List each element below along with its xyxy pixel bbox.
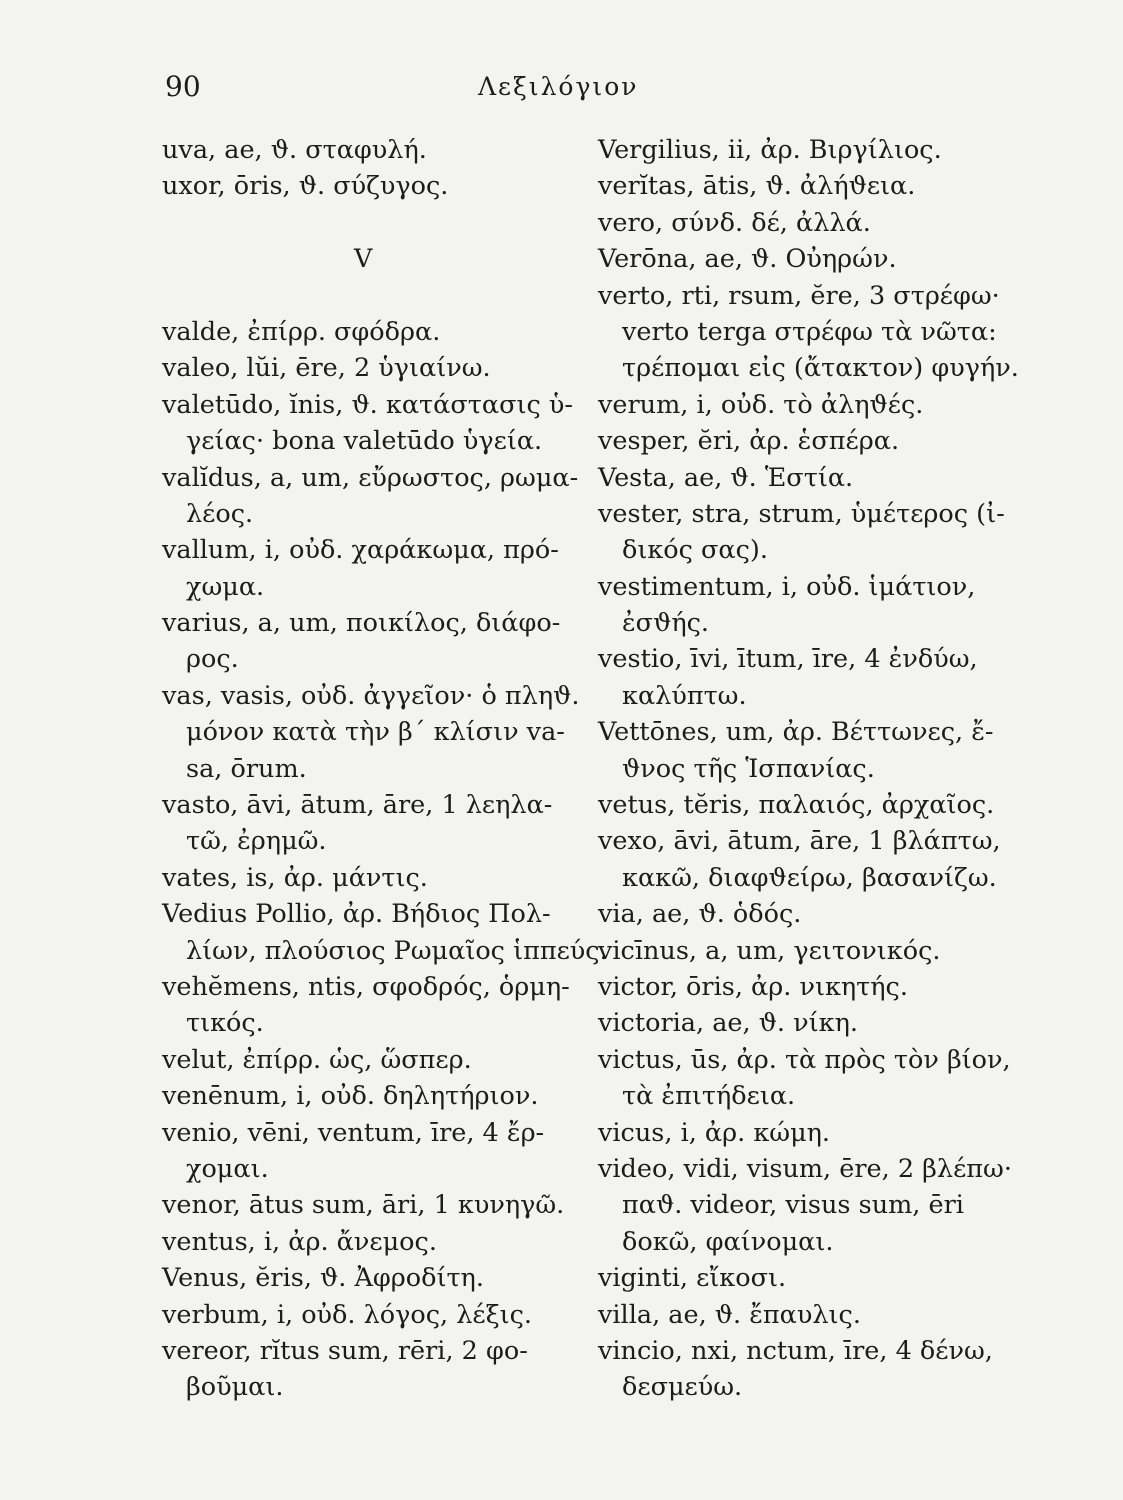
dictionary-entry: Vedius Pollio, ἀρ. Βήδιος Πολ- xyxy=(162,899,551,930)
entry-continuation: μόνον κατὰ τὴν β΄ κλίσιν va- xyxy=(186,717,565,748)
dictionary-entry: uxor, ōris, ϑ. σύζυγος. xyxy=(162,171,449,202)
entry-continuation: χωμα. xyxy=(186,571,265,602)
dictionary-entry: valĭdus, a, um, εὔρωστος, ρωμα- xyxy=(162,462,579,493)
entry-continuation: δικός σας). xyxy=(622,535,768,566)
entry-continuation: ἐσϑής. xyxy=(622,608,709,639)
entry-continuation: βοῦμαι. xyxy=(186,1372,284,1403)
dictionary-entry: villa, ae, ϑ. ἔπαυλις. xyxy=(598,1299,861,1330)
dictionary-entry: victoria, ae, ϑ. νίκη. xyxy=(598,1008,858,1039)
dictionary-entry: vasto, āvi, ātum, āre, 1 λεηλα- xyxy=(162,790,553,821)
dictionary-entry: verbum, i, οὐδ. λόγος, λέξις. xyxy=(162,1299,533,1330)
dictionary-entry: valeo, lŭi, ēre, 2 ὑγιαίνω. xyxy=(162,353,491,384)
spacer xyxy=(162,278,582,314)
dictionary-entry: vetus, tĕris, παλαιός, ἀρχαῖος. xyxy=(598,790,995,821)
dictionary-entry: vester, stra, strum, ὑμέτερος (ἰ- xyxy=(598,498,1005,529)
dictionary-entry: via, ae, ϑ. ὁδός. xyxy=(598,899,802,930)
entry-continuation: δοκῶ, φαίνομαι. xyxy=(622,1226,834,1257)
dictionary-entry: vicus, i, ἀρ. κώμη. xyxy=(598,1117,831,1148)
dictionary-entry: victor, ōris, ἀρ. νικητής. xyxy=(598,971,908,1002)
dictionary-entry: verĭtas, ātis, ϑ. ἀλήϑεια. xyxy=(598,171,916,202)
spacer xyxy=(162,205,582,241)
dictionary-entry: vallum, i, οὐδ. χαράκωμα, πρό- xyxy=(162,535,559,566)
dictionary-entry: viginti, εἴκοσι. xyxy=(598,1263,787,1294)
dictionary-entry: vesper, ĕri, ἀρ. ἑσπέρα. xyxy=(598,426,900,457)
dictionary-entry: Vesta, ae, ϑ. Ἑστία. xyxy=(598,462,854,493)
dictionary-entry: Venus, ĕris, ϑ. Ἀφροδίτη. xyxy=(162,1263,484,1294)
dictionary-entry: venēnum, i, οὐδ. δηλητήριον. xyxy=(162,1081,539,1112)
dictionary-entry: vincio, nxi, nctum, īre, 4 δένω, xyxy=(598,1335,993,1366)
dictionary-entry: Verōna, ae, ϑ. Οὐηρών. xyxy=(598,244,897,275)
dictionary-entry: valetūdo, ĭnis, ϑ. κατάστασις ὑ- xyxy=(162,389,574,420)
dictionary-entry: uva, ae, ϑ. σταφυλή. xyxy=(162,135,427,165)
dictionary-entry: venor, ātus sum, āri, 1 κυνηγῶ. xyxy=(162,1190,565,1221)
entry-continuation: γείας· bona valetūdo ὑγεία. xyxy=(186,426,543,457)
dictionary-entry: verto, rti, rsum, ĕre, 3 στρέφω· xyxy=(598,280,1000,311)
dictionary-entry: vexo, āvi, ātum, āre, 1 βλάπτω, xyxy=(598,826,1001,857)
dictionary-entry: velut, ἐπίρρ. ὡς, ὥσπερ. xyxy=(162,1044,472,1075)
entry-continuation: λίων, πλούσιος Ρωμαῖος ἱππεύς. xyxy=(186,935,608,966)
dictionary-entry: venio, vēni, ventum, īre, 4 ἔρ- xyxy=(162,1117,545,1148)
entry-continuation: χομαι. xyxy=(186,1153,269,1184)
entry-continuation: ρος. xyxy=(186,644,239,675)
dictionary-entry: varius, a, um, ποικίλος, διάφο- xyxy=(162,608,561,639)
entry-continuation: δεσμεύω. xyxy=(622,1372,743,1403)
entry-continuation: λέος. xyxy=(186,498,254,529)
entry-continuation: sa, ōrum. xyxy=(186,753,307,784)
right-column xyxy=(598,132,1038,1406)
left-column xyxy=(162,132,608,1406)
dictionary-entry: vicīnus, a, um, γειτονικός. xyxy=(598,935,941,966)
entry-continuation: κακῶ, διαφϑείρω, βασανίζω. xyxy=(622,862,997,893)
dictionary-entry: valde, ἐπίρρ. σφόδρα. xyxy=(162,316,441,347)
entry-continuation: verto terga στρέφω τὰ νῶτα: xyxy=(622,316,997,347)
entry-continuation: τὰ ἐπιτήδεια. xyxy=(622,1081,796,1112)
entry-continuation: παϑ. videor, visus sum, ēri xyxy=(622,1190,964,1221)
dictionary-entry: vestio, īvi, ītum, īre, 4 ἐνδύω, xyxy=(598,644,978,675)
page-number: 90 xyxy=(165,70,201,103)
entry-continuation: τρέπομαι εἰς (ἄτακτον) φυγήν. xyxy=(622,353,1019,384)
page-title: Λεξιλόγιον xyxy=(478,72,639,101)
dictionary-entry: verum, i, οὐδ. τὸ ἀληϑές. xyxy=(598,389,924,420)
dictionary-entry: vates, is, ἀρ. μάντις. xyxy=(162,862,428,893)
dictionary-entry: vehĕmens, ntis, σφοδρός, ὁρμη- xyxy=(162,971,570,1002)
dictionary-entry: vereor, rĭtus sum, rēri, 2 φο- xyxy=(162,1335,528,1366)
entry-continuation: τικός. xyxy=(186,1008,264,1039)
section-heading: V xyxy=(354,244,373,275)
dictionary-entry: ventus, i, ἀρ. ἄνεμος. xyxy=(162,1226,437,1257)
dictionary-entry: video, vidi, visum, ēre, 2 βλέπω· xyxy=(598,1153,1012,1184)
dictionary-entry: vero, σύνδ. δέ, ἀλλά. xyxy=(598,207,871,238)
dictionary-entry: Vettōnes, um, ἀρ. Βέττωνες, ἔ- xyxy=(598,717,994,748)
dictionary-entry: vestimentum, i, οὐδ. ἱμάτιον, xyxy=(598,571,976,602)
dictionary-entry: vas, vasis, οὐδ. ἀγγεῖον· ὁ πληϑ. xyxy=(162,680,580,711)
entry-continuation: τῶ, ἐρημῶ. xyxy=(186,826,327,857)
dictionary-entry: victus, ūs, ἀρ. τὰ πρὸς τὸν βίον, xyxy=(598,1044,1011,1075)
entry-continuation: ϑνος τῆς Ἱσπανίας. xyxy=(622,753,875,784)
entry-continuation: καλύπτω. xyxy=(622,680,747,711)
dictionary-entry: Vergilius, ii, ἀρ. Βιργίλιος. xyxy=(598,135,942,165)
